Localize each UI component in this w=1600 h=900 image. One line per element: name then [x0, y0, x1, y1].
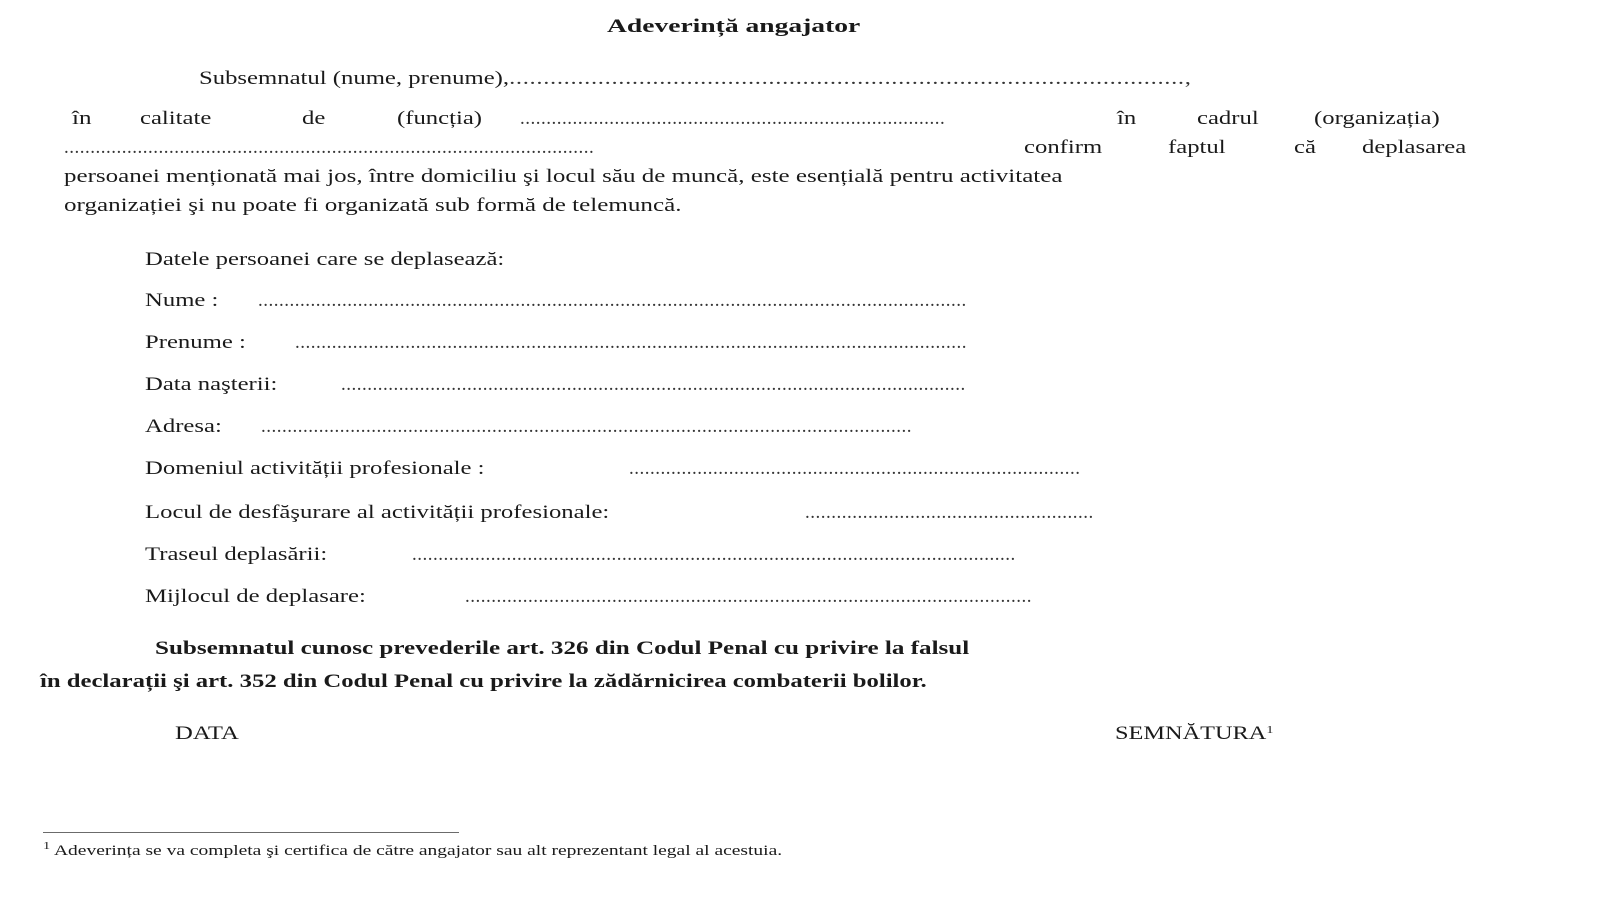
- declaration-line-1: Subsemnatul cunosc prevederile art. 326 din Codul Penal cu privire la falsul: [155, 638, 970, 659]
- field-fill-dots[interactable]: .......................................................: [805, 502, 1094, 523]
- word-ca: că: [1294, 137, 1316, 158]
- date-label: DATA: [175, 723, 239, 744]
- field-label: Domeniul activității profesionale :: [145, 458, 485, 479]
- footnote-separator: [43, 832, 459, 833]
- footnote: [43, 840, 782, 862]
- footnote-mark: 1: [43, 840, 51, 852]
- word-cadrul: cadrul: [1197, 108, 1259, 129]
- field-fill-dots[interactable]: ......................................................................................: [629, 458, 1081, 479]
- field-label: Data naşterii:: [145, 374, 278, 395]
- word-calitate: calitate: [140, 108, 212, 129]
- word-de: de: [302, 108, 326, 129]
- intro-line-1: [199, 68, 1192, 90]
- word-confirm: confirm: [1024, 137, 1103, 158]
- field-fill-dots[interactable]: ...................................................................................................................: [412, 544, 1016, 565]
- intro-line-4: persoanei menționată mai jos, între domiciliu şi locul său de muncă, este esențială pentru activitatea: [64, 166, 1063, 187]
- field-mijlocul: [145, 586, 1295, 608]
- field-locul: [145, 502, 1295, 524]
- field-fill-dots[interactable]: ............................................................................................................: [465, 586, 1032, 607]
- field-label: Prenume :: [145, 332, 246, 353]
- field-fill-dots[interactable]: .......................................................................................................................................: [258, 290, 967, 311]
- field-fill-dots[interactable]: ................................................................................................................................: [295, 332, 967, 353]
- field-domeniul: [145, 458, 1295, 480]
- intro-line-5: organizației şi nu poate fi organizată sub formă de telemuncă.: [64, 195, 682, 216]
- word-functia: (funcția): [397, 108, 483, 129]
- field-label: Mijlocul de deplasare:: [145, 586, 366, 607]
- person-section-heading: Datele persoanei care se deplasează:: [145, 249, 505, 270]
- signature-text: SEMNĂTURA: [1115, 723, 1267, 744]
- signature-label: [1115, 723, 1273, 745]
- field-prenume: [145, 332, 1295, 354]
- name-fill-dots[interactable]: ...................................................................................................,: [509, 68, 1192, 89]
- footnote-text: Adeverința se va completa şi certifica de către angajator sau alt reprezentant legal al acestuia.: [53, 843, 783, 859]
- field-fill-dots[interactable]: ............................................................................................................................: [261, 416, 912, 437]
- field-data-nasterii: [145, 374, 1295, 396]
- field-traseul: [145, 544, 1295, 566]
- function-fill-dots[interactable]: .................................................................................: [520, 108, 946, 129]
- field-fill-dots[interactable]: .......................................................................................................................: [341, 374, 966, 395]
- word-in-2: în: [1117, 108, 1137, 129]
- organization-fill-dots[interactable]: .....................................................................................................: [64, 137, 595, 158]
- declaration-line-2: în declarații şi art. 352 din Codul Penal cu privire la zădărnicirea combaterii bolilor.: [40, 671, 927, 692]
- word-deplasarea: deplasarea: [1362, 137, 1467, 158]
- document-title: Adeverință angajator: [607, 16, 861, 37]
- field-label: Traseul deplasării:: [145, 544, 328, 565]
- field-nume: [145, 290, 1295, 312]
- field-label: Adresa:: [145, 416, 222, 437]
- intro-name-label: Subsemnatul (nume, prenume),: [199, 68, 510, 89]
- word-organizatia: (organizația): [1314, 108, 1440, 129]
- word-faptul: faptul: [1168, 137, 1226, 158]
- word-in: în: [72, 108, 92, 129]
- field-label: Nume :: [145, 290, 219, 311]
- field-adresa: [145, 416, 1295, 438]
- footnote-reference[interactable]: 1: [1266, 724, 1274, 736]
- field-label: Locul de desfăşurare al activității profesionale:: [145, 502, 610, 523]
